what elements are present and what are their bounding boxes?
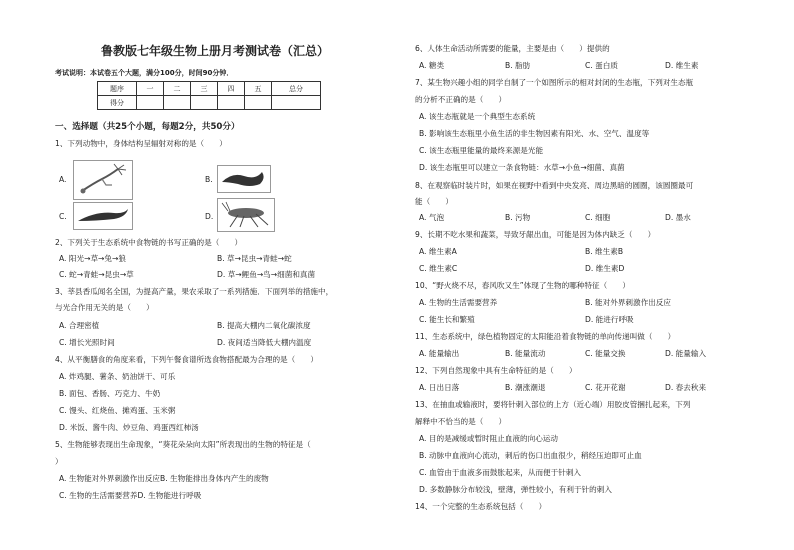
option-c: C. 花开花谢 xyxy=(585,383,626,392)
option-b: B. 能量流动 xyxy=(505,349,546,358)
score-cell: 得分 xyxy=(98,96,137,110)
grasshopper-image xyxy=(217,198,275,232)
option-c: C. 馒头、红烧鱼、摊鸡蛋、玉米粥 xyxy=(59,406,176,415)
option-c: C. 增长光照时间 xyxy=(59,338,115,347)
option-c: C. 能量交换 xyxy=(585,349,626,358)
option-d: D. 维生素 xyxy=(665,61,699,70)
option-a: A. 目的是减缓或暂时阻止血液的向心运动 xyxy=(419,434,558,443)
option-a: A. 糖类 xyxy=(419,61,445,70)
option-d: D. 能进行呼吸 xyxy=(585,315,634,324)
tapeworm-image xyxy=(73,202,133,230)
score-header-row xyxy=(98,82,321,96)
option-d: D. 草→鲤鱼→鸟→细菌和真菌 xyxy=(217,270,316,279)
question-7: 7、某生物兴趣小组的同学自制了一个如图所示的相对封闭的生态瓶，下列对生态瓶 xyxy=(415,78,694,87)
option-label: A. xyxy=(59,175,67,184)
option-d: D. 夜间适当降低大棚内温度 xyxy=(217,338,312,347)
option-c: C. 蛇→青蛙→昆虫→草 xyxy=(59,270,134,279)
option-b: B. 动脉中血液向心流动，刺后的伤口出血很少，稍经压迫即可止血 xyxy=(419,451,642,460)
score-cell xyxy=(137,96,164,110)
option-c: C. 维生素C xyxy=(419,264,458,273)
question-5: 5、生物能够表现出生命现象，“葵花朵朵向太阳”所表现出的生物的特征是（ xyxy=(55,440,311,449)
earthworm-image xyxy=(217,165,271,193)
hydra-image xyxy=(73,160,133,200)
option-c: C. 能生长和繁殖 xyxy=(419,315,475,324)
option-b: B. 维生素B xyxy=(585,247,624,256)
option-c: C. 蛋白质 xyxy=(585,61,618,70)
option-a: A. 能量输出 xyxy=(419,349,460,358)
score-cell: 四 xyxy=(218,82,245,96)
score-cell: 总分 xyxy=(272,82,321,96)
score-cell: 五 xyxy=(245,82,272,96)
option-b: B. 污物 xyxy=(505,213,531,222)
question-3-cont: 与光合作用无关的是（ ） xyxy=(55,303,154,312)
option-label: D. xyxy=(205,212,214,221)
question-4: 4、从平衡膳食的角度来看，下列午餐食谱所选食物搭配最为合理的是（ ） xyxy=(55,355,319,364)
score-table xyxy=(97,81,321,110)
question-13: 13、在抽血或输液时，要将针刺入部位的上方（近心端）用胶皮管捆扎起来，下列 xyxy=(415,400,691,409)
option-label: C. xyxy=(59,212,67,221)
score-value-row xyxy=(98,96,321,110)
option-b: B. 影响该生态瓶里小鱼生活的非生物因素有阳光、水、空气、温度等 xyxy=(419,129,650,138)
option-a: A. 气泡 xyxy=(419,213,445,222)
question-13-cont: 解释中不恰当的是（ ） xyxy=(415,417,507,426)
page-title: 鲁教版七年级生物上册月考测试卷（汇总） xyxy=(100,44,329,58)
score-cell xyxy=(218,96,245,110)
option-a-b: A. 生物能对外界刺激作出反应B. 生物能排出身体内产生的废物 xyxy=(59,474,269,483)
option-a: A. 维生素A xyxy=(419,247,457,256)
score-cell: 三 xyxy=(191,82,218,96)
score-cell: 二 xyxy=(164,82,191,96)
option-b: B. 草→昆虫→青蛙→蛇 xyxy=(217,254,292,263)
option-a: A. 阳光→草→兔→狼 xyxy=(59,254,126,263)
option-c: C. 细胞 xyxy=(585,213,611,222)
option-label: B. xyxy=(205,175,213,184)
option-d: D. 墨水 xyxy=(665,213,691,222)
option-c: C. 该生态瓶里能量的最终来源是光能 xyxy=(419,146,544,155)
score-cell: 题序 xyxy=(98,82,137,96)
option-b: B. 潮涨潮退 xyxy=(505,383,546,392)
question-2: 2、下列关于生态系统中食物链的书写正确的是（ ） xyxy=(55,238,243,247)
score-cell xyxy=(164,96,191,110)
question-12: 12、下列自然现象中具有生命特征的是（ ） xyxy=(415,366,577,375)
question-3: 3、莘县香瓜闻名全国，为提高产量，果农采取了一系列措施．下面列举的措施中， xyxy=(55,287,334,296)
option-d: D. 维生素D xyxy=(585,264,625,273)
option-a: A. 生物的生活需要营养 xyxy=(419,298,498,307)
score-cell xyxy=(272,96,321,110)
question-7-cont: 的分析不正确的是（ ） xyxy=(415,95,507,104)
question-8: 8、在观察临时装片时，如果在视野中看到中央发亮、周边黑暗的圆圈，该圆圈最可 xyxy=(415,181,694,190)
question-9: 9、长期不吃水果和蔬菜，导致牙龈出血，可能是因为体内缺乏（ ） xyxy=(415,230,656,239)
question-10: 10、“野火烧不尽，春风吹又生”体现了生物的哪种特征（ ） xyxy=(415,281,630,290)
section-heading: 一、选择题（共25个小题，每题2分，共50分） xyxy=(55,122,240,132)
option-a: A. 日出日落 xyxy=(419,383,460,392)
option-d: D. 该生态瓶里可以建立一条食物链：水草→小鱼→细菌、真菌 xyxy=(419,163,625,172)
option-d: D. 能量输入 xyxy=(665,349,707,358)
question-11: 11、生态系统中，绿色植物固定的太阳能沿着食物链的单向传递叫做（ ） xyxy=(415,332,676,341)
option-b: B. 能对外界刺激作出反应 xyxy=(585,298,671,307)
score-cell: 一 xyxy=(137,82,164,96)
option-a: A. 炸鸡腿、薯条、奶油饼干、可乐 xyxy=(59,372,176,381)
exam-note: 考试说明：本试卷五个大题，满分100分，时间90分钟． xyxy=(55,69,234,77)
question-6: 6、人体生命活动所需要的能量，主要是由（ ）提供的 xyxy=(415,44,610,53)
question-1: 1、下列动物中，身体结构呈辐射对称的是（ ） xyxy=(55,139,227,148)
option-a: A. 合理密植 xyxy=(59,321,100,330)
option-d: D. 多数静脉分布较浅，壁薄，弹性较小，有利于针的刺入 xyxy=(419,485,612,494)
question-8-cont: 能（ ） xyxy=(415,197,453,206)
option-c: C. 血管由于血液多而鼓胀起来，从而便于针刺入 xyxy=(419,468,582,477)
option-d: D. 米饭、酱牛肉、炒豆角、鸡蛋西红柿汤 xyxy=(59,423,199,432)
option-d: D. 春去秋来 xyxy=(665,383,707,392)
option-c-d: C. 生物的生活需要营养D. 生物能进行呼吸 xyxy=(59,491,202,500)
score-cell xyxy=(191,96,218,110)
option-b: B. 提高大棚内二氧化碳浓度 xyxy=(217,321,311,330)
option-b: B. 面包、香肠、巧克力、牛奶 xyxy=(59,389,161,398)
option-a: A. 该生态瓶就是一个典型生态系统 xyxy=(419,112,536,121)
question-5-cont: ） xyxy=(55,457,63,466)
question-14: 14、一个完整的生态系统包括（ ） xyxy=(415,502,547,511)
score-cell xyxy=(245,96,272,110)
option-b: B. 脂肪 xyxy=(505,61,531,70)
